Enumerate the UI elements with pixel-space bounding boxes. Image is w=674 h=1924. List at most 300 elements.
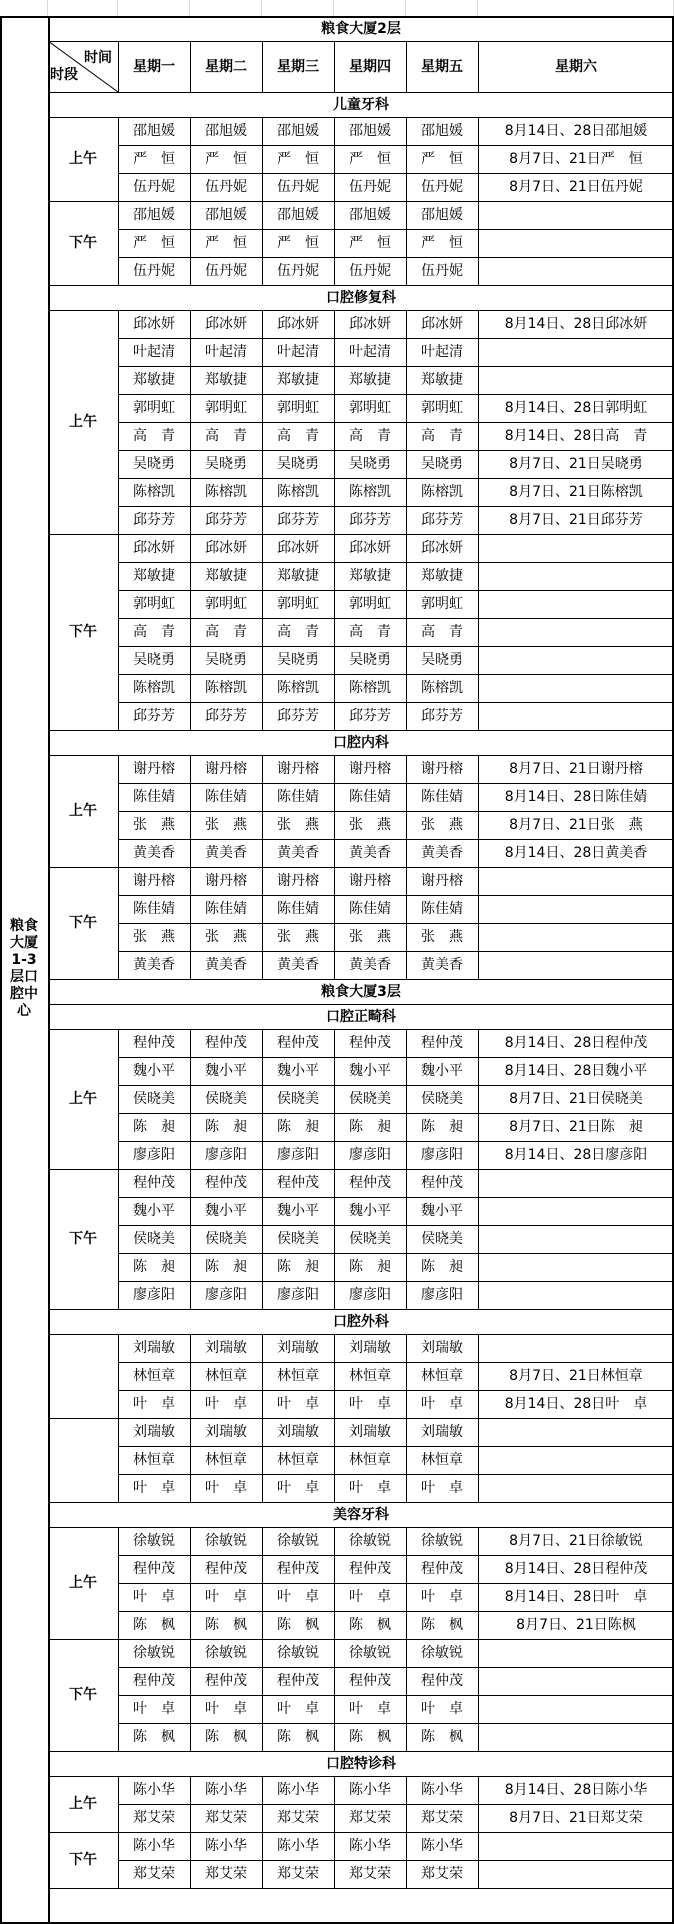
day-header: 星期四 xyxy=(349,58,391,75)
doctor-cell: 谢丹榕 xyxy=(277,761,319,777)
doctor-cell: 邱芬芳 xyxy=(277,708,319,724)
doctor-cell: 叶 卓 xyxy=(277,1701,319,1717)
grid-line xyxy=(190,1639,191,1751)
doctor-cell: 侯晓美 xyxy=(421,1091,463,1107)
grid-line xyxy=(190,117,191,201)
saturday-cell: 8月7日、21日徐敏锐 xyxy=(509,1533,643,1549)
doctor-cell: 吴晓勇 xyxy=(277,652,319,668)
doctor-cell: 邱芬芳 xyxy=(205,708,247,724)
doctor-cell: 叶 卓 xyxy=(205,1589,247,1605)
location-label xyxy=(0,16,48,1922)
doctor-cell: 严 恒 xyxy=(349,151,391,167)
doctor-cell: 陈 昶 xyxy=(349,1119,391,1135)
saturday-cell: 8月14日、28日陈佳婧 xyxy=(504,789,648,805)
grid-line xyxy=(48,1751,674,1752)
grid-line xyxy=(478,755,479,867)
grid-line xyxy=(118,310,119,534)
doctor-cell: 高 青 xyxy=(133,428,175,444)
doctor-cell: 廖彦阳 xyxy=(205,1287,247,1303)
grid-line xyxy=(478,117,479,201)
doctor-cell: 侯晓美 xyxy=(205,1231,247,1247)
saturday-cell xyxy=(478,1832,674,1860)
doctor-cell: 邵旭媛 xyxy=(277,207,319,223)
saturday-cell xyxy=(478,366,674,394)
doctor-cell: 邵旭媛 xyxy=(205,123,247,139)
doctor-cell: 郭明虹 xyxy=(421,596,463,612)
grid-line xyxy=(118,1085,674,1086)
doctor-cell: 侯晓美 xyxy=(421,1231,463,1247)
grid-line xyxy=(118,1804,674,1805)
grid-line xyxy=(118,1695,674,1696)
doctor-cell: 叶 卓 xyxy=(421,1589,463,1605)
period-label: 上午 xyxy=(69,1575,97,1591)
doctor-cell: 郭明虹 xyxy=(205,596,247,612)
doctor-cell: 严 恒 xyxy=(277,151,319,167)
doctor-cell: 郑敏捷 xyxy=(133,372,175,388)
doctor-cell: 黄美香 xyxy=(133,845,175,861)
grid-line xyxy=(118,1362,674,1363)
grid-line xyxy=(262,867,263,979)
doctor-cell: 张 燕 xyxy=(133,817,175,833)
grid-line xyxy=(118,1281,674,1282)
grid-line xyxy=(478,1334,479,1418)
doctor-cell: 陈小华 xyxy=(205,1782,247,1798)
saturday-cell xyxy=(478,1225,674,1253)
doctor-cell: 程仲茂 xyxy=(205,1673,247,1689)
grid-line xyxy=(406,201,407,285)
grid-line xyxy=(190,1776,191,1832)
doctor-cell: 程仲茂 xyxy=(205,1561,247,1577)
grid-line xyxy=(118,1390,674,1391)
grid-line xyxy=(190,41,191,92)
doctor-cell: 邵旭媛 xyxy=(421,123,463,139)
saturday-cell: 8月7日、21日严 恒 xyxy=(509,151,643,167)
doctor-cell: 叶起清 xyxy=(205,344,247,360)
saturday-cell: 8月7日、21日陈枫 xyxy=(516,1617,636,1633)
grid-line xyxy=(262,201,263,285)
doctor-cell: 邱冰妍 xyxy=(421,316,463,332)
grid-line xyxy=(406,1029,407,1169)
doctor-cell: 陈榕凯 xyxy=(133,484,175,500)
doctor-cell: 陈佳婧 xyxy=(277,901,319,917)
doctor-cell: 黄美香 xyxy=(349,845,391,861)
doctor-cell: 陈 昶 xyxy=(421,1259,463,1275)
grid-line xyxy=(190,310,191,534)
grid-line xyxy=(48,201,674,202)
doctor-cell: 林恒章 xyxy=(133,1452,175,1468)
doctor-cell: 廖彦阳 xyxy=(133,1147,175,1163)
column-header-strip xyxy=(190,0,262,16)
doctor-cell: 魏小平 xyxy=(205,1063,247,1079)
doctor-cell: 陈小华 xyxy=(133,1838,175,1854)
doctor-cell: 张 燕 xyxy=(205,817,247,833)
grid-line xyxy=(406,1527,407,1639)
grid-line xyxy=(118,41,119,92)
grid-line xyxy=(406,1832,407,1888)
doctor-cell: 陈 枫 xyxy=(205,1729,247,1745)
grid-line xyxy=(48,1776,674,1777)
saturday-cell xyxy=(478,1639,674,1667)
doctor-cell: 谢丹榕 xyxy=(133,761,175,777)
doctor-cell: 郑敏捷 xyxy=(349,372,391,388)
saturday-cell xyxy=(478,951,674,979)
doctor-cell: 陈小华 xyxy=(277,1782,319,1798)
doctor-cell: 严 恒 xyxy=(133,151,175,167)
doctor-cell: 陈榕凯 xyxy=(205,484,247,500)
doctor-cell: 刘瑞敏 xyxy=(421,1424,463,1440)
doctor-cell: 林恒章 xyxy=(205,1452,247,1468)
doctor-cell: 侯晓美 xyxy=(205,1091,247,1107)
doctor-cell: 侯晓美 xyxy=(277,1231,319,1247)
doctor-cell: 邱芬芳 xyxy=(421,708,463,724)
grid-line xyxy=(334,201,335,285)
doctor-cell: 陈 枫 xyxy=(133,1617,175,1633)
doctor-cell: 邱冰妍 xyxy=(421,540,463,556)
grid-line xyxy=(334,1169,335,1309)
doctor-cell: 陈 昶 xyxy=(133,1119,175,1135)
saturday-cell xyxy=(478,229,674,257)
grid-line xyxy=(118,338,674,339)
doctor-cell: 侯晓美 xyxy=(349,1231,391,1247)
period-label: 上午 xyxy=(69,1796,97,1812)
grid-line xyxy=(118,562,674,563)
doctor-cell: 程仲茂 xyxy=(277,1673,319,1689)
doctor-cell: 伍丹妮 xyxy=(349,263,391,279)
doctor-cell: 陈小华 xyxy=(349,1838,391,1854)
grid-line xyxy=(406,755,407,867)
doctor-cell: 陈榕凯 xyxy=(349,484,391,500)
doctor-cell: 邱芬芳 xyxy=(349,512,391,528)
grid-line xyxy=(118,590,674,591)
doctor-cell: 郭明虹 xyxy=(133,400,175,416)
doctor-cell: 陈 枫 xyxy=(205,1617,247,1633)
corner-period-label: 时段 xyxy=(50,67,78,83)
doctor-cell: 郑艾荣 xyxy=(133,1866,175,1882)
grid-line xyxy=(406,1169,407,1309)
day-header: 星期一 xyxy=(133,58,175,75)
grid-line xyxy=(118,117,119,201)
grid-line xyxy=(118,783,674,784)
doctor-cell: 郭明虹 xyxy=(205,400,247,416)
grid-line xyxy=(190,867,191,979)
doctor-cell: 魏小平 xyxy=(349,1203,391,1219)
grid-line xyxy=(48,755,674,756)
doctor-cell: 陈小华 xyxy=(421,1782,463,1798)
grid-line xyxy=(190,1527,191,1639)
doctor-cell: 郭明虹 xyxy=(277,596,319,612)
period-label: 上午 xyxy=(69,151,97,167)
doctor-cell: 徐敏锐 xyxy=(133,1645,175,1661)
doctor-cell: 邱冰妍 xyxy=(205,316,247,332)
doctor-cell: 陈 昶 xyxy=(205,1259,247,1275)
grid-line xyxy=(118,811,674,812)
doctor-cell: 林恒章 xyxy=(421,1452,463,1468)
grid-line xyxy=(334,1334,335,1418)
grid-line xyxy=(118,1555,674,1556)
department-title: 口腔特诊科 xyxy=(326,1755,396,1772)
doctor-cell: 陈佳婧 xyxy=(133,789,175,805)
doctor-cell: 黄美香 xyxy=(349,957,391,973)
doctor-cell: 高 青 xyxy=(205,428,247,444)
grid-line xyxy=(406,41,407,92)
doctor-cell: 程仲茂 xyxy=(133,1035,175,1051)
grid-line xyxy=(478,534,479,730)
saturday-cell xyxy=(478,562,674,590)
doctor-cell: 谢丹榕 xyxy=(421,873,463,889)
grid-line xyxy=(478,1169,479,1309)
grid-line xyxy=(262,534,263,730)
saturday-cell xyxy=(478,646,674,674)
doctor-cell: 郑敏捷 xyxy=(277,372,319,388)
doctor-cell: 伍丹妮 xyxy=(421,263,463,279)
doctor-cell: 伍丹妮 xyxy=(205,263,247,279)
period-label: 下午 xyxy=(69,1231,97,1247)
doctor-cell: 陈小华 xyxy=(421,1838,463,1854)
saturday-cell: 8月14日、28日廖彦阳 xyxy=(504,1147,648,1163)
saturday-cell: 8月7日、21日张 燕 xyxy=(509,817,643,833)
doctor-cell: 魏小平 xyxy=(133,1203,175,1219)
doctor-cell: 廖彦阳 xyxy=(133,1287,175,1303)
doctor-cell: 陈榕凯 xyxy=(277,484,319,500)
doctor-cell: 郑艾荣 xyxy=(205,1810,247,1826)
doctor-cell: 刘瑞敏 xyxy=(205,1424,247,1440)
doctor-cell: 邱芬芳 xyxy=(349,708,391,724)
grid-line xyxy=(118,394,674,395)
grid-line xyxy=(262,1527,263,1639)
department-title: 口腔修复科 xyxy=(326,289,396,306)
doctor-cell: 程仲茂 xyxy=(133,1673,175,1689)
doctor-cell: 陈 昶 xyxy=(421,1119,463,1135)
corner-header xyxy=(48,41,118,92)
grid-line xyxy=(478,867,479,979)
grid-line xyxy=(118,1029,119,1169)
doctor-cell: 陈小华 xyxy=(349,1782,391,1798)
grid-line xyxy=(48,1334,674,1335)
doctor-cell: 廖彦阳 xyxy=(421,1287,463,1303)
column-header-strip xyxy=(478,0,674,16)
grid-line xyxy=(334,310,335,534)
grid-line xyxy=(48,1832,674,1833)
saturday-cell: 8月14日、28日叶 卓 xyxy=(504,1589,648,1605)
period-label: 下午 xyxy=(69,1852,97,1868)
doctor-cell: 陈 枫 xyxy=(421,1617,463,1633)
doctor-cell: 徐敏锐 xyxy=(349,1533,391,1549)
doctor-cell: 程仲茂 xyxy=(349,1175,391,1191)
doctor-cell: 陈 昶 xyxy=(277,1259,319,1275)
doctor-cell: 程仲茂 xyxy=(421,1561,463,1577)
grid-line xyxy=(0,16,674,18)
doctor-cell: 叶 卓 xyxy=(133,1396,175,1412)
doctor-cell: 魏小平 xyxy=(277,1203,319,1219)
grid-line xyxy=(190,755,191,867)
grid-line xyxy=(118,257,674,258)
grid-line xyxy=(262,1776,263,1832)
doctor-cell: 侯晓美 xyxy=(133,1231,175,1247)
saturday-cell xyxy=(478,1695,674,1723)
doctor-cell: 严 恒 xyxy=(133,235,175,251)
doctor-cell: 程仲茂 xyxy=(349,1673,391,1689)
grid-line xyxy=(478,1639,479,1751)
doctor-cell: 廖彦阳 xyxy=(277,1147,319,1163)
period-label: 下午 xyxy=(69,1687,97,1703)
column-header-strip xyxy=(406,0,478,16)
grid-line xyxy=(48,1639,674,1640)
doctor-cell: 严 恒 xyxy=(205,151,247,167)
doctor-cell: 廖彦阳 xyxy=(349,1287,391,1303)
doctor-cell: 吴晓勇 xyxy=(349,456,391,472)
doctor-cell: 郑敏捷 xyxy=(421,372,463,388)
saturday-cell xyxy=(478,1334,674,1362)
doctor-cell: 张 燕 xyxy=(205,929,247,945)
doctor-cell: 郭明虹 xyxy=(277,400,319,416)
grid-line xyxy=(48,41,674,42)
grid-line xyxy=(48,867,674,868)
doctor-cell: 邱冰妍 xyxy=(205,540,247,556)
grid-line xyxy=(406,534,407,730)
doctor-cell: 陈小华 xyxy=(277,1838,319,1854)
saturday-cell: 8月7日、21日陈 昶 xyxy=(509,1119,643,1135)
grid-line xyxy=(334,867,335,979)
doctor-cell: 叶 卓 xyxy=(421,1701,463,1717)
doctor-cell: 邵旭媛 xyxy=(133,207,175,223)
grid-line xyxy=(118,1860,674,1861)
doctor-cell: 陈佳婧 xyxy=(421,789,463,805)
doctor-cell: 叶 卓 xyxy=(349,1396,391,1412)
day-header: 星期二 xyxy=(205,58,247,75)
grid-line xyxy=(190,1169,191,1309)
saturday-cell xyxy=(478,1281,674,1309)
doctor-cell: 邵旭媛 xyxy=(277,123,319,139)
grid-line xyxy=(478,1832,479,1888)
grid-line xyxy=(334,755,335,867)
doctor-cell: 徐敏锐 xyxy=(277,1645,319,1661)
doctor-cell: 邱芬芳 xyxy=(205,512,247,528)
doctor-cell: 叶 卓 xyxy=(277,1396,319,1412)
saturday-cell: 8月14日、28日高 青 xyxy=(504,428,648,444)
doctor-cell: 刘瑞敏 xyxy=(133,1424,175,1440)
grid-line xyxy=(406,1776,407,1832)
saturday-cell xyxy=(478,534,674,562)
saturday-cell: 8月7日、21日郑艾荣 xyxy=(509,1810,643,1826)
saturday-cell xyxy=(478,1667,674,1695)
grid-line xyxy=(118,1832,119,1888)
grid-line xyxy=(118,173,674,174)
grid-line xyxy=(118,1334,119,1418)
department-title: 口腔外科 xyxy=(333,1313,389,1330)
saturday-cell: 8月14日、28日程仲茂 xyxy=(504,1035,648,1051)
grid-line xyxy=(48,16,50,1922)
doctor-cell: 郑敏捷 xyxy=(133,568,175,584)
doctor-cell: 高 青 xyxy=(349,624,391,640)
doctor-cell: 高 青 xyxy=(277,428,319,444)
grid-line xyxy=(262,117,263,201)
doctor-cell: 黄美香 xyxy=(277,957,319,973)
department-title: 美容牙科 xyxy=(333,1506,389,1523)
doctor-cell: 廖彦阳 xyxy=(421,1147,463,1163)
grid-line xyxy=(48,1888,674,1889)
doctor-cell: 吴晓勇 xyxy=(421,652,463,668)
saturday-cell: 8月14日、28日郭明虹 xyxy=(504,400,648,416)
doctor-cell: 郭明虹 xyxy=(349,596,391,612)
doctor-cell: 廖彦阳 xyxy=(277,1287,319,1303)
doctor-cell: 刘瑞敏 xyxy=(349,1424,391,1440)
grid-line xyxy=(190,1334,191,1418)
doctor-cell: 黄美香 xyxy=(421,845,463,861)
doctor-cell: 程仲茂 xyxy=(421,1175,463,1191)
grid-line xyxy=(118,674,674,675)
grid-line xyxy=(48,1169,674,1170)
grid-line xyxy=(118,1113,674,1114)
doctor-cell: 黄美香 xyxy=(133,957,175,973)
grid-line xyxy=(48,285,674,286)
grid-line xyxy=(118,1169,119,1309)
column-header-strip xyxy=(262,0,334,16)
doctor-cell: 徐敏锐 xyxy=(421,1533,463,1549)
doctor-cell: 邱冰妍 xyxy=(133,540,175,556)
saturday-cell: 8月14日、28日程仲茂 xyxy=(504,1561,648,1577)
grid-line xyxy=(190,1418,191,1502)
doctor-cell: 刘瑞敏 xyxy=(277,1424,319,1440)
doctor-cell: 张 燕 xyxy=(349,929,391,945)
grid-line xyxy=(334,1776,335,1832)
doctor-cell: 郑敏捷 xyxy=(205,372,247,388)
saturday-cell xyxy=(478,1418,674,1446)
doctor-cell: 严 恒 xyxy=(277,235,319,251)
doctor-cell: 邱芬芳 xyxy=(277,512,319,528)
doctor-cell: 刘瑞敏 xyxy=(133,1340,175,1356)
doctor-cell: 叶 卓 xyxy=(133,1589,175,1605)
grid-line xyxy=(118,478,674,479)
doctor-cell: 廖彦阳 xyxy=(205,1147,247,1163)
grid-line xyxy=(118,1446,674,1447)
saturday-cell: 8月7日、21日陈榕凯 xyxy=(509,484,643,500)
grid-line xyxy=(118,646,674,647)
grid-line xyxy=(406,1334,407,1418)
saturday-cell: 8月14日、28日叶 卓 xyxy=(504,1396,648,1412)
grid-line xyxy=(262,1029,263,1169)
doctor-cell: 陈佳婧 xyxy=(133,901,175,917)
doctor-cell: 郑艾荣 xyxy=(133,1810,175,1826)
period-label: 下午 xyxy=(69,235,97,251)
saturday-cell xyxy=(478,674,674,702)
doctor-cell: 陈榕凯 xyxy=(133,680,175,696)
saturday-cell xyxy=(478,1446,674,1474)
column-header-strip xyxy=(0,0,48,16)
period-label: 下午 xyxy=(69,915,97,931)
grid-line xyxy=(118,923,674,924)
doctor-cell: 陈佳婧 xyxy=(349,789,391,805)
doctor-cell: 陈榕凯 xyxy=(205,680,247,696)
doctor-cell: 吴晓勇 xyxy=(349,652,391,668)
doctor-cell: 伍丹妮 xyxy=(277,179,319,195)
doctor-cell: 刘瑞敏 xyxy=(349,1340,391,1356)
doctor-cell: 林恒章 xyxy=(349,1452,391,1468)
doctor-cell: 陈佳婧 xyxy=(277,789,319,805)
doctor-cell: 程仲茂 xyxy=(349,1561,391,1577)
saturday-cell: 8月14日、28日魏小平 xyxy=(504,1063,648,1079)
grid-line xyxy=(262,1418,263,1502)
grid-line xyxy=(406,1418,407,1502)
grid-line xyxy=(478,201,479,285)
doctor-cell: 魏小平 xyxy=(421,1203,463,1219)
doctor-cell: 林恒章 xyxy=(133,1368,175,1384)
doctor-cell: 伍丹妮 xyxy=(205,179,247,195)
doctor-cell: 魏小平 xyxy=(349,1063,391,1079)
saturday-cell xyxy=(478,895,674,923)
saturday-cell xyxy=(478,1860,674,1888)
grid-line xyxy=(118,201,119,285)
doctor-cell: 郑艾荣 xyxy=(205,1866,247,1882)
